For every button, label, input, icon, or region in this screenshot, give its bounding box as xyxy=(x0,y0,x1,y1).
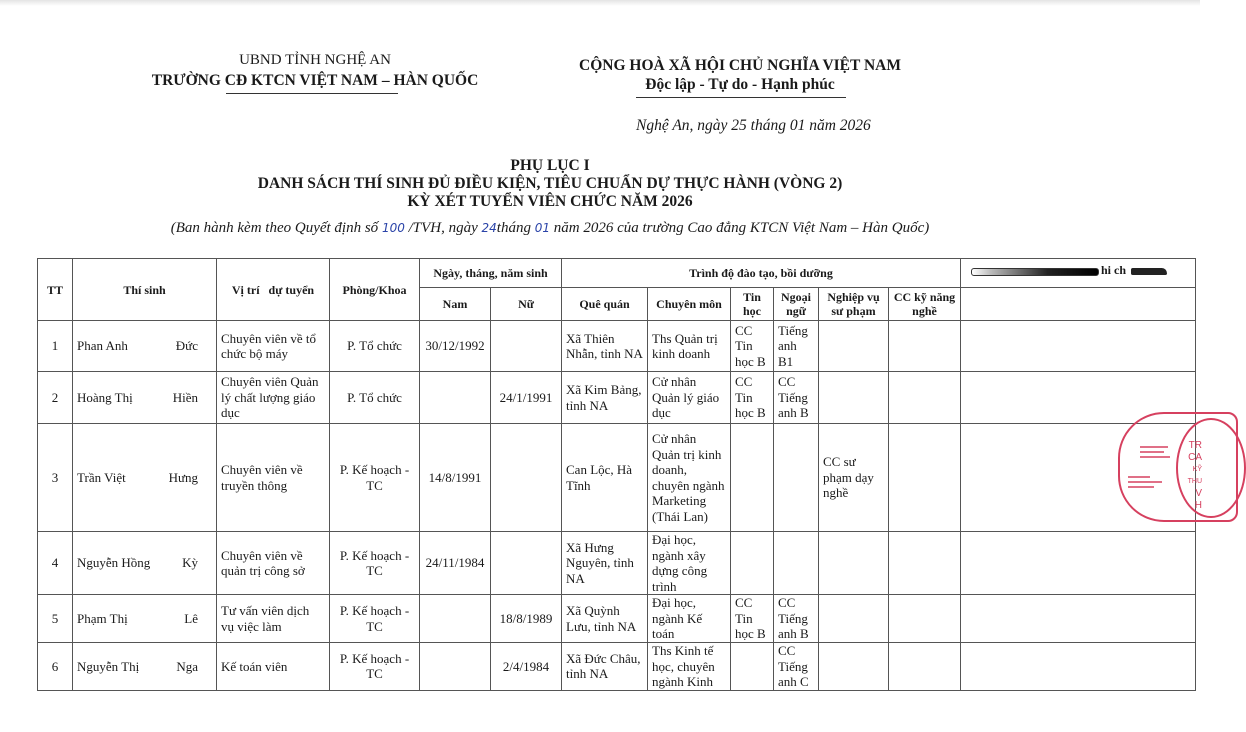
decision-month-handwritten: 01 xyxy=(534,221,550,235)
header-thi-sinh: Thí sinh xyxy=(73,259,217,321)
cell-thi-sinh xyxy=(73,532,217,595)
header-chuyen-mon: Chuyên môn xyxy=(648,288,731,321)
cell-tt: 5 xyxy=(38,595,73,643)
table-row xyxy=(38,424,1196,532)
cell-que-quan: Xã Kim Bảng, tỉnh NA xyxy=(562,372,648,424)
cell-ghi-chu xyxy=(961,595,1196,643)
list-title: DANH SÁCH THÍ SINH ĐỦ ĐIỀU KIỆN, TIÊU CHUẨN DỰ THỰC HÀNH (VÒNG 2) xyxy=(257,175,843,192)
cell-nu xyxy=(491,321,562,372)
cell-nghiep-vu: CC sư phạm dạy nghề xyxy=(819,424,889,532)
cell-vi-tri: Chuyên viên về quản trị công sở xyxy=(217,532,330,595)
cell-nghiep-vu xyxy=(819,321,889,372)
header-ghi-chu-blank xyxy=(961,288,1196,321)
cell-nu: 2/4/1984 xyxy=(491,643,562,691)
cell-ngoai-ngu xyxy=(774,424,819,532)
cell-nu xyxy=(491,424,562,532)
table-row xyxy=(38,372,1196,424)
cell-nu xyxy=(491,532,562,595)
cell-ngoai-ngu xyxy=(774,532,819,595)
cell-nghiep-vu xyxy=(819,643,889,691)
table-body xyxy=(38,321,1196,691)
cell-nam xyxy=(420,372,491,424)
header-tt: TT xyxy=(38,259,73,321)
cell-ngoai-ngu: CC Tiếng anh B xyxy=(774,595,819,643)
cell-vi-tri: Kế toán viên xyxy=(217,643,330,691)
header-nu: Nữ xyxy=(491,288,562,321)
table-row xyxy=(38,643,1196,691)
header-que-quan: Quê quán xyxy=(562,288,648,321)
stamp-text-line: V xyxy=(1195,488,1202,499)
cell-tin-hoc xyxy=(731,424,774,532)
cell-cc-ky-nang xyxy=(889,372,961,424)
cell-ten: Đức xyxy=(175,338,198,354)
decision-number-handwritten: 100 xyxy=(381,221,405,235)
school-name-underline xyxy=(226,93,398,94)
cell-vi-tri: Chuyên viên về tổ chức bộ máy xyxy=(217,321,330,372)
decision-text-4: năm 2026 của trường Cao đẳng KTCN Việt Nam – Hàn Quốc) xyxy=(550,220,930,236)
stamp-text-line: TR xyxy=(1188,440,1202,451)
decision-text-1: (Ban hành kèm theo Quyết định số xyxy=(170,220,382,236)
redaction-mark xyxy=(1131,268,1167,275)
cell-nam xyxy=(420,643,491,691)
national-motto: Độc lập - Tự do - Hạnh phúc xyxy=(645,76,835,93)
cell-ho-dem: Trần Việt xyxy=(77,469,126,485)
cell-ho-dem: Phan Anh xyxy=(77,338,128,354)
agency-name: UBND TỈNH NGHỆ AN xyxy=(239,52,391,68)
cell-phong-khoa: P. Kế hoạch - TC xyxy=(330,595,420,643)
cell-vi-tri: Chuyên viên Quản lý chất lượng giáo dục xyxy=(217,372,330,424)
stamp-text-line: KỸ THU xyxy=(1187,466,1202,485)
decision-text-2: /TVH, ngày xyxy=(404,220,482,236)
header-ghi-chu xyxy=(961,259,1196,288)
cell-tt: 4 xyxy=(38,532,73,595)
cell-nam: 30/12/1992 xyxy=(420,321,491,372)
stamp-text-line: CA xyxy=(1188,452,1202,463)
cell-phong-khoa: P. Kế hoạch - TC xyxy=(330,643,420,691)
cell-ho-dem: Nguyễn Thị xyxy=(77,658,140,674)
cell-chuyen-mon: Đại học, ngành xây dựng công trình xyxy=(648,532,731,595)
national-title: CỘNG HOÀ XÃ HỘI CHỦ NGHĨA VIỆT NAM xyxy=(579,57,901,74)
header-tin-hoc: Tin học xyxy=(731,288,774,321)
recruitment-title: KỲ XÉT TUYỂN VIÊN CHỨC NĂM 2026 xyxy=(407,193,693,210)
cell-ngoai-ngu: CC Tiếng anh B xyxy=(774,372,819,424)
scan-edge xyxy=(0,0,1200,6)
header-vi-tri-text: Vị trí dự tuyển xyxy=(231,282,315,297)
cell-tt: 6 xyxy=(38,643,73,691)
header-vi-tri xyxy=(217,259,330,321)
cell-thi-sinh xyxy=(73,424,217,532)
cell-nghiep-vu xyxy=(819,372,889,424)
cell-nu: 18/8/1989 xyxy=(491,595,562,643)
cell-phong-khoa: P. Tổ chức xyxy=(330,321,420,372)
table-row xyxy=(38,532,1196,595)
cell-tt: 2 xyxy=(38,372,73,424)
cell-thi-sinh xyxy=(73,595,217,643)
cell-phong-khoa: P. Kế hoạch - TC xyxy=(330,532,420,595)
header-ghi-chu-text: hi ch xyxy=(1101,263,1127,277)
cell-ten: Hiền xyxy=(172,389,198,405)
cell-ten: Nga xyxy=(176,658,198,674)
cell-ghi-chu xyxy=(961,372,1196,424)
cell-que-quan: Can Lộc, Hà Tĩnh xyxy=(562,424,648,532)
candidate-table xyxy=(37,258,1196,691)
decision-text-3: tháng xyxy=(496,220,535,236)
header-cc-ky-nang: CC kỹ năng nghề xyxy=(889,288,961,321)
decision-day-handwritten: 24 xyxy=(481,221,497,235)
cell-tin-hoc xyxy=(731,532,774,595)
cell-chuyen-mon: Cử nhân Quản lý giáo dục xyxy=(648,372,731,424)
cell-nam: 14/8/1991 xyxy=(420,424,491,532)
cell-thi-sinh xyxy=(73,321,217,372)
redaction-bar xyxy=(971,268,1099,276)
cell-ngoai-ngu: CC Tiếng anh C xyxy=(774,643,819,691)
cell-tin-hoc: CC Tin học B xyxy=(731,372,774,424)
cell-phong-khoa: P. Tổ chức xyxy=(330,372,420,424)
header-training-group: Trình độ đào tạo, bồi dưỡng xyxy=(562,259,961,288)
header-ngoai-ngu: Ngoại ngữ xyxy=(774,288,819,321)
cell-cc-ky-nang xyxy=(889,424,961,532)
table-row xyxy=(38,321,1196,372)
cell-que-quan: Xã Quỳnh Lưu, tỉnh NA xyxy=(562,595,648,643)
cell-ten: Lê xyxy=(184,610,198,626)
cell-que-quan: Xã Đức Châu, tỉnh NA xyxy=(562,643,648,691)
cell-ho-dem: Hoàng Thị xyxy=(77,389,133,405)
decision-reference xyxy=(100,220,1000,237)
table-row xyxy=(38,595,1196,643)
cell-nghiep-vu xyxy=(819,532,889,595)
cell-ghi-chu xyxy=(961,532,1196,595)
cell-ten: Hưng xyxy=(168,469,198,485)
cell-tt: 1 xyxy=(38,321,73,372)
header-dob-group: Ngày, tháng, năm sinh xyxy=(420,259,562,288)
cell-ghi-chu xyxy=(961,424,1196,532)
cell-tt: 3 xyxy=(38,424,73,532)
cell-tin-hoc xyxy=(731,643,774,691)
cell-chuyen-mon: Cử nhân Quản trị kinh doanh, chuyên ngành Marketing (Thái Lan) xyxy=(648,424,731,532)
cell-thi-sinh xyxy=(73,372,217,424)
cell-ten: Kỳ xyxy=(182,555,198,571)
cell-ho-dem: Phạm Thị xyxy=(77,610,128,626)
cell-ngoai-ngu: Tiếng anh B1 xyxy=(774,321,819,372)
cell-ghi-chu xyxy=(961,643,1196,691)
cell-chuyen-mon: Đại học, ngành Kế toán xyxy=(648,595,731,643)
cell-que-quan: Xã Hưng Nguyên, tỉnh NA xyxy=(562,532,648,595)
cell-ghi-chu xyxy=(961,321,1196,372)
cell-cc-ky-nang xyxy=(889,643,961,691)
cell-tin-hoc: CC Tin học B xyxy=(731,321,774,372)
cell-chuyen-mon: Ths Kinh tế học, chuyên ngành Kinh xyxy=(648,643,731,691)
cell-chuyen-mon: Ths Quản trị kinh doanh xyxy=(648,321,731,372)
cell-tin-hoc: CC Tin học B xyxy=(731,595,774,643)
header-nghiep-vu: Nghiệp vụ sư phạm xyxy=(819,288,889,321)
document-date: Nghệ An, ngày 25 tháng 01 năm 2026 xyxy=(636,117,871,134)
cell-nghiep-vu xyxy=(819,595,889,643)
cell-ho-dem: Nguyễn Hồng xyxy=(77,555,151,571)
cell-nu: 24/1/1991 xyxy=(491,372,562,424)
cell-vi-tri: Chuyên viên về truyền thông xyxy=(217,424,330,532)
stamp-text-line: H xyxy=(1194,500,1202,511)
cell-vi-tri: Tư vấn viên dịch vụ việc làm xyxy=(217,595,330,643)
header-phong-khoa: Phòng/Khoa xyxy=(330,259,420,321)
appendix-title: PHỤ LỤC I xyxy=(510,157,590,174)
cell-thi-sinh xyxy=(73,643,217,691)
school-name: TRƯỜNG CĐ KTCN VIỆT NAM – HÀN QUỐC xyxy=(151,72,479,89)
cell-cc-ky-nang xyxy=(889,532,961,595)
motto-underline xyxy=(636,97,846,98)
cell-que-quan: Xã Thiên Nhẫn, tỉnh NA xyxy=(562,321,648,372)
cell-phong-khoa: P. Kế hoạch - TC xyxy=(330,424,420,532)
cell-cc-ky-nang xyxy=(889,321,961,372)
header-nam: Nam xyxy=(420,288,491,321)
cell-nam xyxy=(420,595,491,643)
cell-nam: 24/11/1984 xyxy=(420,532,491,595)
cell-cc-ky-nang xyxy=(889,595,961,643)
